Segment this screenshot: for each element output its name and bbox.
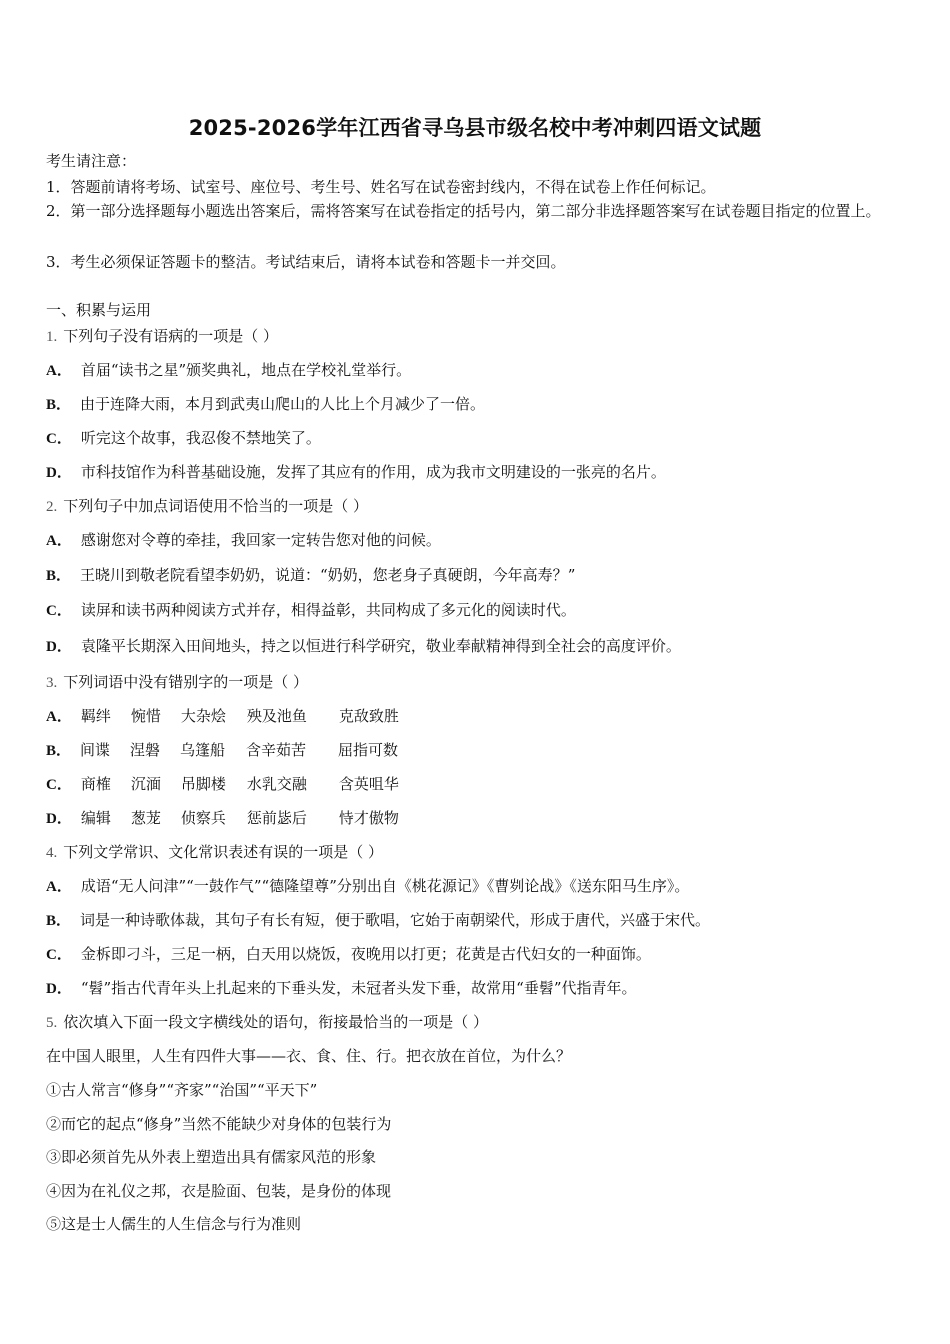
q1-option-d: [46, 462, 666, 483]
option-text: “髫”指古代青年头上扎起来的下垂头发，未冠者头发下垂，故常用“垂髫”代指青年。: [80, 979, 637, 997]
option-letter: D．: [46, 465, 72, 481]
word: 羁绊: [80, 707, 111, 725]
question-text: 下列文学常识、文化常识表述有误的一项是（ ）: [63, 843, 384, 861]
q5-item-2: ②而它的起点“修身”当然不能缺少对身体的包装行为: [46, 1115, 392, 1133]
option-letter: D．: [46, 981, 72, 997]
q4-option-a: [46, 876, 689, 897]
q3-option-d: [46, 808, 399, 829]
option-letter: C．: [46, 947, 72, 963]
page-title: 2025-2026学年江西省寻乌县市级名校中考冲刺四语文试题: [188, 116, 762, 140]
question-4-stem: [46, 842, 383, 863]
question-5-stem: [46, 1012, 488, 1033]
option-letter: A．: [46, 879, 72, 895]
question-number: 5.: [46, 1015, 58, 1031]
option-letter: B．: [46, 568, 72, 584]
question-number: 1.: [46, 329, 58, 345]
word: 乌篷船: [180, 741, 226, 759]
option-text: 由于连降大雨，本月到武夷山爬山的人比上个月减少了一倍。: [80, 395, 486, 413]
q2-option-c: [46, 600, 576, 621]
q3-option-c: [46, 774, 399, 795]
q2-option-d: [46, 636, 681, 657]
q5-passage: 在中国人眼里，人生有四件大事——衣、食、住、行。把衣放在首位，为什么？: [46, 1047, 572, 1065]
option-text: 市科技馆作为科普基础设施，发挥了其应有的作用，成为我市文明建设的一张亮的名片。: [80, 463, 666, 481]
q1-option-c: [46, 428, 321, 449]
option-letter: C．: [46, 603, 72, 619]
option-letter: C．: [46, 777, 72, 793]
q3-option-a: [46, 706, 399, 727]
q4-option-c: [46, 944, 651, 965]
q3-option-b: [46, 740, 398, 761]
word: 克敌致胜: [338, 707, 399, 725]
option-text: 听完这个故事，我忍俊不禁地笑了。: [80, 429, 321, 447]
word: 含辛茹苦: [246, 741, 307, 759]
q2-option-b: [46, 565, 575, 586]
word: 大杂烩: [180, 707, 226, 725]
question-text: 下列句子没有语病的一项是（ ）: [63, 327, 279, 345]
option-letter: D．: [46, 639, 72, 655]
option-letter: A．: [46, 363, 72, 379]
option-letter: B．: [46, 913, 72, 929]
question-1-stem: [46, 326, 278, 347]
q5-item-1: ①古人常言“修身”“齐家”“治国”“平天下”: [46, 1081, 318, 1099]
option-text: 感谢您对令尊的牵挂，我回家一定转告您对他的问候。: [80, 531, 441, 549]
option-text: 金柝即刁斗，三足一柄，白天用以烧饭，夜晚用以打更；花黄是古代妇女的一种面饰。: [80, 945, 651, 963]
option-text: 王晓川到敬老院看望李奶奶，说道：“奶奶，您老身子真硬朗，今年高寿？”: [80, 566, 576, 584]
word: 沉湎: [130, 775, 161, 793]
word: 商榷: [80, 775, 111, 793]
option-text: 袁隆平长期深入田间地头，持之以恒进行科学研究，敬业奉献精神得到全社会的高度评价。: [80, 637, 681, 655]
notice-heading: 考生请注意：: [46, 152, 137, 170]
option-letter: A．: [46, 709, 72, 725]
word: 吊脚楼: [180, 775, 226, 793]
option-text: 首届“读书之星”颁奖典礼，地点在学校礼堂举行。: [80, 361, 412, 379]
word: 编辑: [80, 809, 111, 827]
question-number: 3.: [46, 675, 58, 691]
option-letter: D．: [46, 811, 72, 827]
option-text: 成语“无人问津”“一鼓作气”“德隆望尊”分别出自《桃花源记》《曹刿论战》《送东阳马生序》。: [80, 877, 690, 895]
option-letter: B．: [46, 743, 72, 759]
q5-item-4: ④因为在礼仪之邦，衣是脸面、包装，是身份的体现: [46, 1182, 392, 1200]
option-letter: C．: [46, 431, 72, 447]
word: 侦察兵: [180, 809, 226, 827]
q5-item-3: ③即必须首先从外表上塑造出具有儒家风范的形象: [46, 1148, 377, 1166]
question-text: 下列句子中加点词语使用不恰当的一项是（ ）: [63, 497, 369, 515]
option-text: 读屏和读书两种阅读方式并存，相得益彰，共同构成了多元化的阅读时代。: [80, 601, 576, 619]
option-letter: A．: [46, 533, 72, 549]
word: 殃及池鱼: [246, 707, 307, 725]
word: 含英咀华: [338, 775, 399, 793]
q2-option-a: [46, 530, 441, 551]
question-text: 下列词语中没有错别字的一项是（ ）: [63, 673, 309, 691]
word: 屈指可数: [338, 741, 399, 759]
notice-item-3: 3．考生必须保证答题卡的整洁。考试结束后，请将本试卷和答题卡一并交回。: [46, 253, 566, 271]
option-text: 词是一种诗歌体裁，其句子有长有短，便于歌唱，它始于南朝梁代，形成于唐代，兴盛于宋代。: [80, 911, 711, 929]
question-3-stem: [46, 672, 308, 693]
section-heading: 一、积累与运用: [46, 301, 152, 319]
question-number: 2.: [46, 499, 58, 515]
word: 水乳交融: [246, 775, 307, 793]
word: 恃才傲物: [338, 809, 399, 827]
q1-option-a: [46, 360, 411, 381]
question-number: 4.: [46, 845, 58, 861]
notice-item-1: 1．答题前请将考场、试室号、座位号、考生号、姓名写在试卷密封线内，不得在试卷上作任何标记。: [46, 178, 716, 196]
word: 涅磐: [130, 741, 161, 759]
word: 间谍: [80, 741, 111, 759]
q5-item-5: ⑤这是士人儒生的人生信念与行为准则: [46, 1215, 302, 1233]
option-letter: B．: [46, 397, 72, 413]
word: 惋惜: [130, 707, 161, 725]
q4-option-d: [46, 978, 637, 999]
question-2-stem: [46, 496, 368, 517]
q1-option-b: [46, 394, 485, 415]
q4-option-b: [46, 910, 710, 931]
question-text: 依次填入下面一段文字横线处的语句，衔接最恰当的一项是（ ）: [63, 1013, 489, 1031]
word: 葱茏: [130, 809, 161, 827]
notice-item-2: 2．第一部分选择题每小题选出答案后，需将答案写在试卷指定的括号内，第二部分非选择题答案写在试卷题目指定的位置上。: [46, 202, 881, 220]
word: 惩前毖后: [246, 809, 307, 827]
